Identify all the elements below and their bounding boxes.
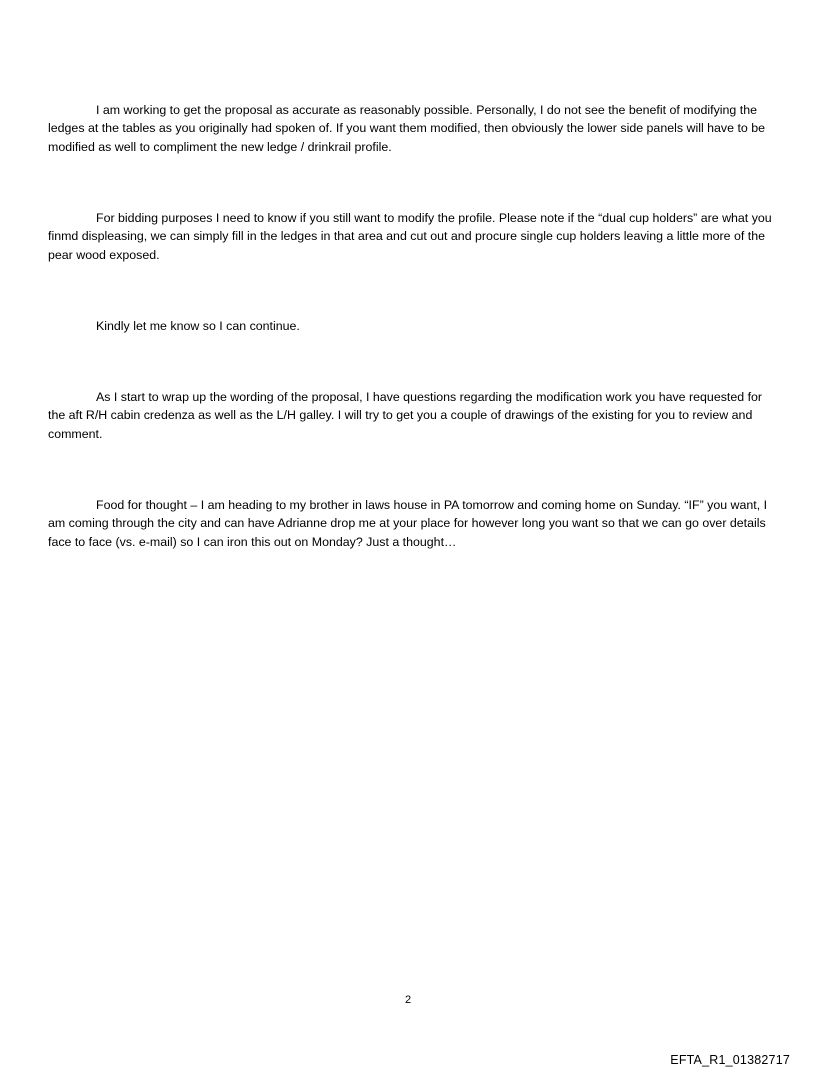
paragraph-proposal-accuracy: I am working to get the proposal as accurate as reasonably possible. Personally, I do not see the benefit of modifying the ledges at the tables as you originally had spoken of. If you want them modified, then obviously the lower side panels will have to be modified as well to compliment the new ledge / drinkrail profile. (48, 103, 766, 154)
paragraph-wrap-up-wording: As I start to wrap up the wording of the proposal, I have questions regarding the modification work you have requested for the aft R/H cabin credenza as well as the L/H galley. I will try to get you a couple of drawings of the existing for you to review and comment. (48, 390, 763, 441)
page-number: 2 (404, 994, 412, 1006)
paragraph-kindly-let-me-know: Kindly let me know so I can continue. (96, 319, 300, 333)
paragraph-bidding-purposes: For bidding purposes I need to know if you still want to modify the profile. Please note if the “dual cup holders” are what you finmd displeasing, we can simply fill in the ledges in that area and cut out and procure single cup holders leaving a little more of the pear wood exposed. (48, 211, 772, 262)
paragraph-food-for-thought: Food for thought – I am heading to my brother in laws house in PA tomorrow and coming home on Sunday. “IF” you want, I am coming through the city and can have Adrianne drop me at your place for however long you want so that we can go over details face to face (vs. e-mail) so I can iron this out on Monday? Just a thought… (48, 498, 768, 549)
document-id-stamp: EFTA_R1_01382717 (670, 1053, 790, 1067)
